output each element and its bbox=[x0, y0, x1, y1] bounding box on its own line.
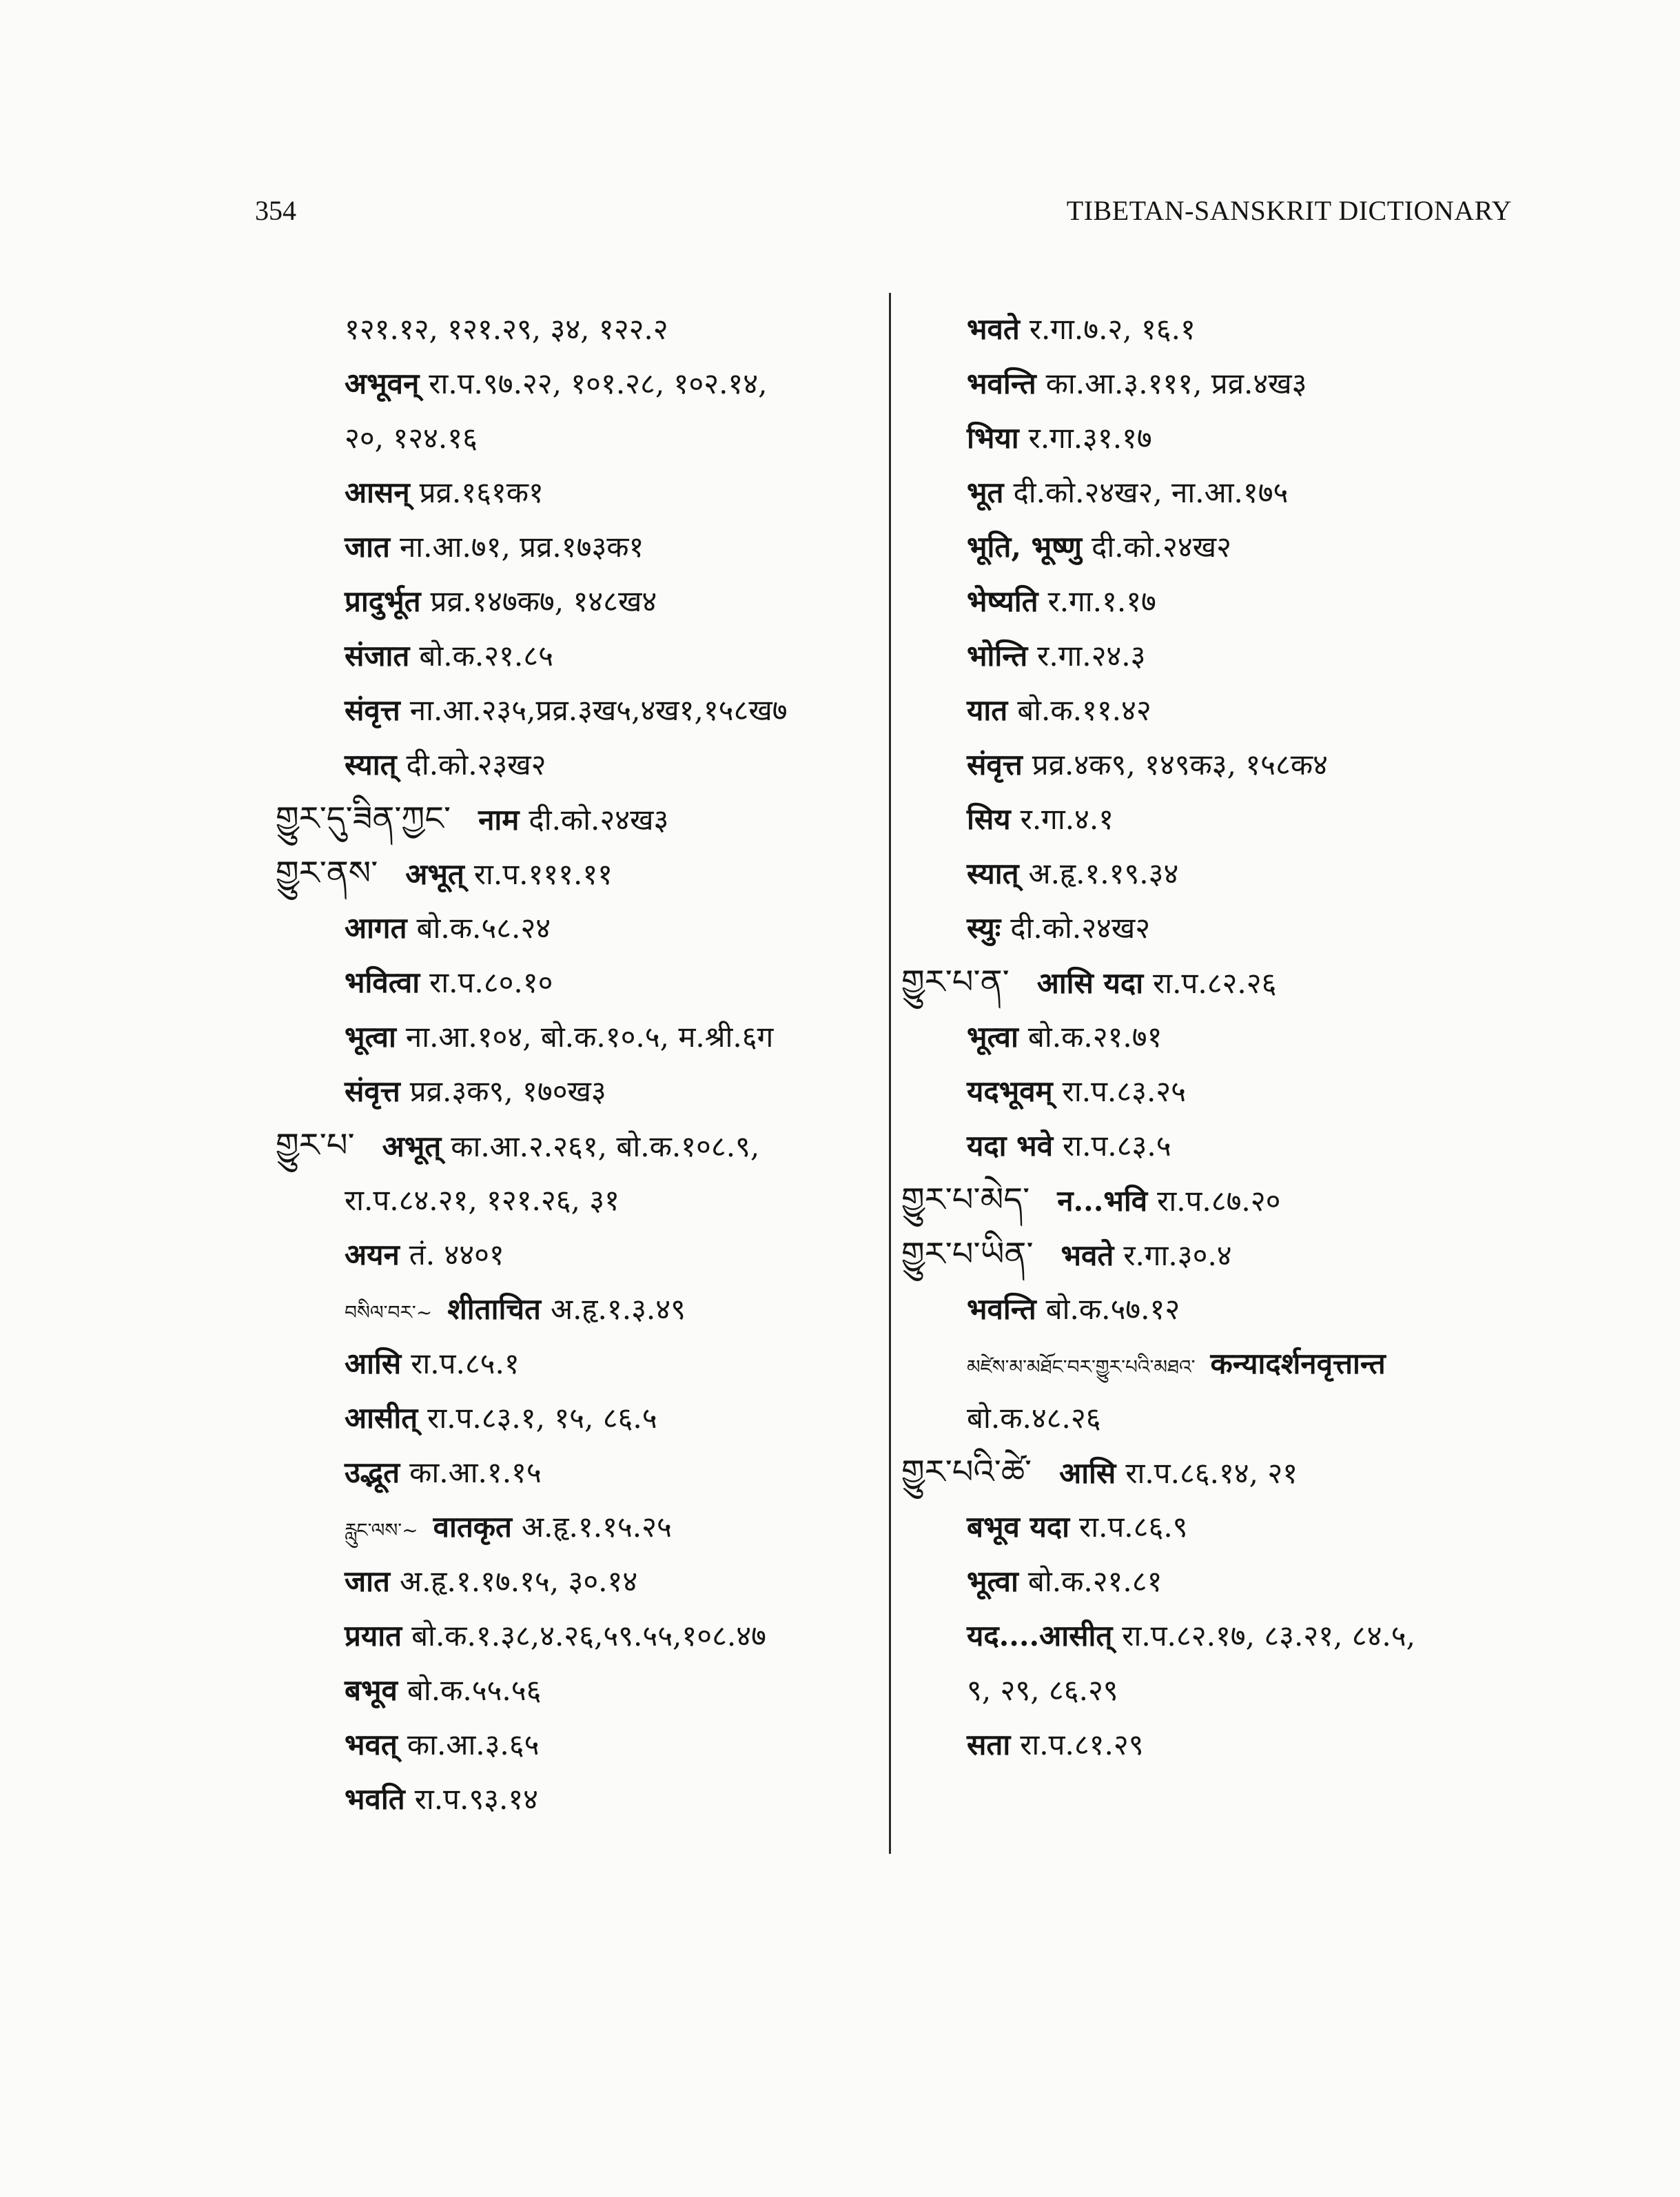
source-reference: र.गा.१.१७ bbox=[1047, 584, 1156, 618]
sanskrit-term: सता bbox=[967, 1728, 1011, 1761]
source-reference: रा.प.८२.१७, ८३.२१, ८४.५, bbox=[1122, 1619, 1415, 1653]
source-reference: रा.प.९७.२२, १०१.२८, १०२.१४, bbox=[429, 367, 768, 400]
source-reference: ना.आ.१०४, बो.क.१०.५, म.श्री.६ग bbox=[405, 1020, 774, 1054]
sanskrit-term: जात bbox=[345, 530, 390, 564]
source-reference: अ.हृ.१.१९.३४ bbox=[1028, 857, 1179, 890]
entry-line bbox=[901, 356, 1542, 411]
entry-line bbox=[276, 1663, 882, 1717]
entry-line bbox=[276, 629, 882, 683]
source-reference: का.आ.१.१५ bbox=[409, 1455, 542, 1489]
entry-line bbox=[276, 901, 882, 955]
source-reference: का.आ.३.६५ bbox=[407, 1728, 540, 1761]
right-column bbox=[901, 302, 1542, 1772]
source-reference: अ.हृ.१.१७.१५, ३०.१४ bbox=[399, 1564, 638, 1598]
sanskrit-term: भेष्यति bbox=[967, 584, 1038, 618]
sanskrit-term: प्रादुर्भूत bbox=[345, 584, 421, 618]
tibetan-headword: གྱུར་པ་ན་ bbox=[901, 963, 1010, 1001]
entry-line bbox=[276, 1282, 882, 1336]
sanskrit-term: बभूव bbox=[345, 1673, 398, 1707]
entry-line bbox=[901, 520, 1542, 574]
entry-line bbox=[276, 1064, 882, 1118]
sanskrit-term: भवति bbox=[345, 1782, 405, 1816]
source-reference: रा.प.८६.१४, २१ bbox=[1125, 1456, 1298, 1490]
entry-line bbox=[901, 1064, 1542, 1118]
tibetan-headword: གྱུར་ནས་ bbox=[276, 854, 378, 892]
source-reference: ना.आ.७१, प्रव्र.१७३क१ bbox=[399, 530, 644, 564]
sanskrit-term: सिय bbox=[967, 802, 1011, 836]
source-reference: रा.प.८६.९ bbox=[1079, 1510, 1188, 1544]
sanskrit-term: भोन्ति bbox=[967, 639, 1028, 673]
sanskrit-term: भवन्ति bbox=[967, 1292, 1036, 1326]
sanskrit-term: भूत्वा bbox=[967, 1564, 1018, 1598]
sanskrit-term: स्यात् bbox=[345, 748, 397, 781]
source-reference: रा.प.९३.१४ bbox=[414, 1782, 539, 1816]
source-reference: दी.को.२४ख२ bbox=[1092, 530, 1231, 564]
tibetan-headword: གྱུར་པ་ bbox=[276, 1126, 355, 1165]
column-divider bbox=[889, 293, 891, 1854]
sanskrit-term: वातकृत bbox=[433, 1510, 512, 1544]
source-reference: तं. ४४०१ bbox=[409, 1238, 504, 1271]
source-reference: का.आ.३.१११, प्रव्र.४ख३ bbox=[1045, 367, 1307, 400]
source-reference: र.गा.३०.४ bbox=[1123, 1238, 1232, 1272]
entry-line bbox=[901, 1500, 1542, 1554]
sanskrit-term: आसन् bbox=[345, 476, 410, 509]
entry-line bbox=[276, 1227, 882, 1282]
source-reference: दी.को.२३ख२ bbox=[406, 748, 546, 781]
entry-line bbox=[901, 846, 1542, 901]
source-reference: रा.प.८४.२१, १२१.२६, ३१ bbox=[345, 1183, 619, 1217]
source-reference: अ.हृ.१.१५.२५ bbox=[522, 1510, 672, 1544]
entry-line bbox=[276, 520, 882, 574]
entry-line bbox=[901, 1717, 1542, 1772]
source-reference: रा.प.१११.११ bbox=[473, 857, 613, 891]
source-reference: रा.प.८३.२५ bbox=[1062, 1074, 1186, 1108]
sanskrit-term: भवत् bbox=[345, 1728, 398, 1761]
source-reference: प्रव्र.३क९, १७०ख३ bbox=[409, 1074, 606, 1108]
entry-line bbox=[901, 629, 1542, 683]
entry-line bbox=[901, 1336, 1542, 1391]
headword-line bbox=[276, 792, 882, 846]
sanskrit-term: अयन bbox=[345, 1238, 400, 1271]
entry-line bbox=[276, 356, 882, 411]
sanskrit-term: भवते bbox=[967, 312, 1020, 346]
entry-line bbox=[276, 302, 882, 356]
entry-line bbox=[901, 737, 1542, 792]
entry-line bbox=[901, 792, 1542, 846]
source-reference: दी.को.२४ख२, ना.आ.१७५ bbox=[1013, 476, 1289, 509]
source-reference: रा.प.८३.५ bbox=[1063, 1129, 1171, 1163]
sanskrit-term: यद....आसीत् bbox=[967, 1619, 1113, 1653]
entry-line bbox=[901, 411, 1542, 465]
entry-line bbox=[901, 683, 1542, 737]
sanskrit-term: भूत्वा bbox=[345, 1020, 396, 1054]
entry-line bbox=[276, 737, 882, 792]
entry-line bbox=[276, 1608, 882, 1663]
entry-line bbox=[276, 1445, 882, 1500]
entry-line bbox=[901, 1282, 1542, 1336]
source-reference: र.गा.२४.३ bbox=[1037, 639, 1146, 673]
sanskrit-term: बभूव यदा bbox=[967, 1510, 1070, 1544]
source-reference: रा.प.८१.२९ bbox=[1020, 1728, 1144, 1761]
left-column bbox=[276, 302, 882, 1826]
sanskrit-term: भवते bbox=[1061, 1238, 1114, 1272]
sanskrit-term: भिया bbox=[967, 421, 1019, 455]
source-reference: दी.को.२४ख२ bbox=[1010, 911, 1151, 945]
source-reference: अ.हृ.१.३.४९ bbox=[550, 1292, 686, 1326]
sanskrit-term: प्रयात bbox=[345, 1619, 402, 1653]
sanskrit-term: जात bbox=[345, 1564, 390, 1598]
entry-line bbox=[276, 1500, 882, 1554]
source-reference: र.गा.७.२, १६.१ bbox=[1029, 312, 1196, 346]
sanskrit-term: शीताचित bbox=[447, 1292, 541, 1326]
headword-line bbox=[901, 1173, 1542, 1227]
headword-line bbox=[901, 955, 1542, 1010]
entry-line bbox=[276, 1391, 882, 1445]
source-reference: ९, २९, ८६.२९ bbox=[967, 1673, 1118, 1707]
sanskrit-term: अभूवन् bbox=[345, 367, 420, 400]
sanskrit-term: आसि यदा bbox=[1036, 966, 1144, 1000]
source-reference: बो.क.२१.८५ bbox=[419, 639, 553, 673]
sanskrit-term: भवित्वा bbox=[345, 965, 420, 999]
headword-line bbox=[901, 1227, 1542, 1282]
tibetan-headword: གྱུར་པ་མེད་ bbox=[901, 1181, 1030, 1219]
sanskrit-term: भूत्वा bbox=[967, 1020, 1018, 1054]
entry-line bbox=[276, 1336, 882, 1391]
source-reference: र.गा.३१.१७ bbox=[1028, 421, 1152, 455]
source-reference: बो.क.२१.७१ bbox=[1027, 1020, 1162, 1054]
sanskrit-term: अभूत् bbox=[405, 857, 464, 891]
entry-line bbox=[276, 1173, 882, 1227]
tibetan-phrase: རླུང་ལས་~ bbox=[345, 1519, 418, 1542]
sanskrit-term: संवृत्त bbox=[345, 1074, 400, 1108]
source-reference: ना.आ.२३५,प्रव्र.३ख५,४ख१,१५८ख७ bbox=[409, 693, 788, 727]
entry-line bbox=[901, 901, 1542, 955]
entry-line bbox=[276, 1717, 882, 1772]
source-reference: का.आ.२.२६१, बो.क.१०८.९, bbox=[451, 1130, 760, 1163]
entry-line bbox=[901, 1010, 1542, 1064]
entry-line bbox=[276, 411, 882, 465]
sanskrit-term: न...भवि bbox=[1057, 1184, 1148, 1218]
tibetan-phrase: མཛེས་མ་མཐོང་བར་གྱུར་པའི་མཐའ་ bbox=[967, 1356, 1196, 1378]
entry-line bbox=[276, 1554, 882, 1608]
source-reference: दी.को.२४ख३ bbox=[529, 803, 669, 837]
sanskrit-term: आगत bbox=[345, 911, 407, 945]
sanskrit-term: कन्यादर्शनवृत्तान्त bbox=[1210, 1347, 1386, 1380]
source-reference: २०, १२४.१६ bbox=[345, 421, 478, 455]
tibetan-headword: གྱུར་དུ་ཟིན་ཀྱང་ bbox=[276, 799, 451, 838]
entry-line bbox=[276, 955, 882, 1010]
entry-line bbox=[901, 1118, 1542, 1173]
entry-line bbox=[276, 1772, 882, 1826]
sanskrit-term: नाम bbox=[478, 803, 520, 837]
source-reference: बो.क.५५.५६ bbox=[407, 1673, 542, 1707]
entry-line bbox=[901, 302, 1542, 356]
source-reference: बो.क.११.४२ bbox=[1017, 693, 1151, 727]
sanskrit-term: भूत bbox=[967, 476, 1004, 509]
sanskrit-term: आसि bbox=[1059, 1456, 1116, 1490]
tibetan-headword: གྱུར་པའི་ཚེ་ bbox=[901, 1453, 1032, 1491]
source-reference: प्रव्र.४क९, १४९क३, १५८क४ bbox=[1032, 748, 1328, 781]
source-reference: प्रव्र.१४७क७, १४८ख४ bbox=[430, 584, 657, 618]
running-head: TIBETAN-SANSKRIT DICTIONARY bbox=[1066, 195, 1512, 226]
sanskrit-term: स्युः bbox=[967, 911, 1001, 945]
entry-line bbox=[901, 1554, 1542, 1608]
headword-line bbox=[276, 1118, 882, 1173]
sanskrit-term: अभूत् bbox=[382, 1130, 442, 1163]
source-reference: बो.क.२१.८१ bbox=[1027, 1564, 1162, 1598]
sanskrit-term: आसीत् bbox=[345, 1401, 418, 1435]
sanskrit-term: यदभूवम् bbox=[967, 1074, 1053, 1108]
entry-line bbox=[276, 1010, 882, 1064]
headword-line bbox=[901, 1445, 1542, 1500]
source-reference: र.गा.४.१ bbox=[1020, 802, 1114, 836]
entry-line bbox=[901, 1663, 1542, 1717]
source-reference: १२१.१२, १२१.२९, ३४, १२२.२ bbox=[345, 312, 668, 346]
source-reference: बो.क.५८.२४ bbox=[416, 911, 551, 945]
entry-line bbox=[901, 1608, 1542, 1663]
entry-line bbox=[276, 465, 882, 520]
sanskrit-term: भवन्ति bbox=[967, 367, 1036, 400]
sanskrit-term: संजात bbox=[345, 639, 410, 673]
sanskrit-term: यदा भवे bbox=[967, 1129, 1054, 1163]
source-reference: रा.प.८२.२६ bbox=[1153, 966, 1277, 1000]
entry-line bbox=[901, 465, 1542, 520]
sanskrit-term: भूति, भूष्णु bbox=[967, 530, 1083, 564]
entry-line bbox=[276, 574, 882, 629]
source-reference: प्रव्र.१६१क१ bbox=[419, 476, 544, 509]
source-reference: रा.प.८५.१ bbox=[411, 1347, 520, 1380]
tibetan-headword: གྱུར་པ་ཡིན་ bbox=[901, 1235, 1034, 1274]
sanskrit-term: स्यात् bbox=[967, 857, 1019, 890]
tibetan-phrase: བསིལ་བར་~ bbox=[345, 1301, 433, 1324]
sanskrit-term: आसि bbox=[345, 1347, 402, 1380]
source-reference: रा.प.८७.२० bbox=[1157, 1184, 1281, 1218]
sanskrit-term: यात bbox=[967, 693, 1008, 727]
sanskrit-term: संवृत्त bbox=[345, 693, 400, 727]
entry-line bbox=[276, 683, 882, 737]
entry-line bbox=[901, 574, 1542, 629]
sanskrit-term: संवृत्त bbox=[967, 748, 1023, 781]
page-number: 354 bbox=[255, 195, 296, 226]
source-reference: बो.क.१.३८,४.२६,५९.५५,१०८.४७ bbox=[411, 1619, 766, 1653]
entry-line bbox=[901, 1391, 1542, 1445]
source-reference: रा.प.८०.१० bbox=[429, 965, 553, 999]
sanskrit-term: उद्भूत bbox=[345, 1455, 400, 1489]
source-reference: बो.क.५७.१२ bbox=[1045, 1292, 1180, 1326]
source-reference: रा.प.८३.१, १५, ८६.५ bbox=[427, 1401, 657, 1435]
headword-line bbox=[276, 846, 882, 901]
source-reference: बो.क.४८.२६ bbox=[967, 1401, 1101, 1435]
